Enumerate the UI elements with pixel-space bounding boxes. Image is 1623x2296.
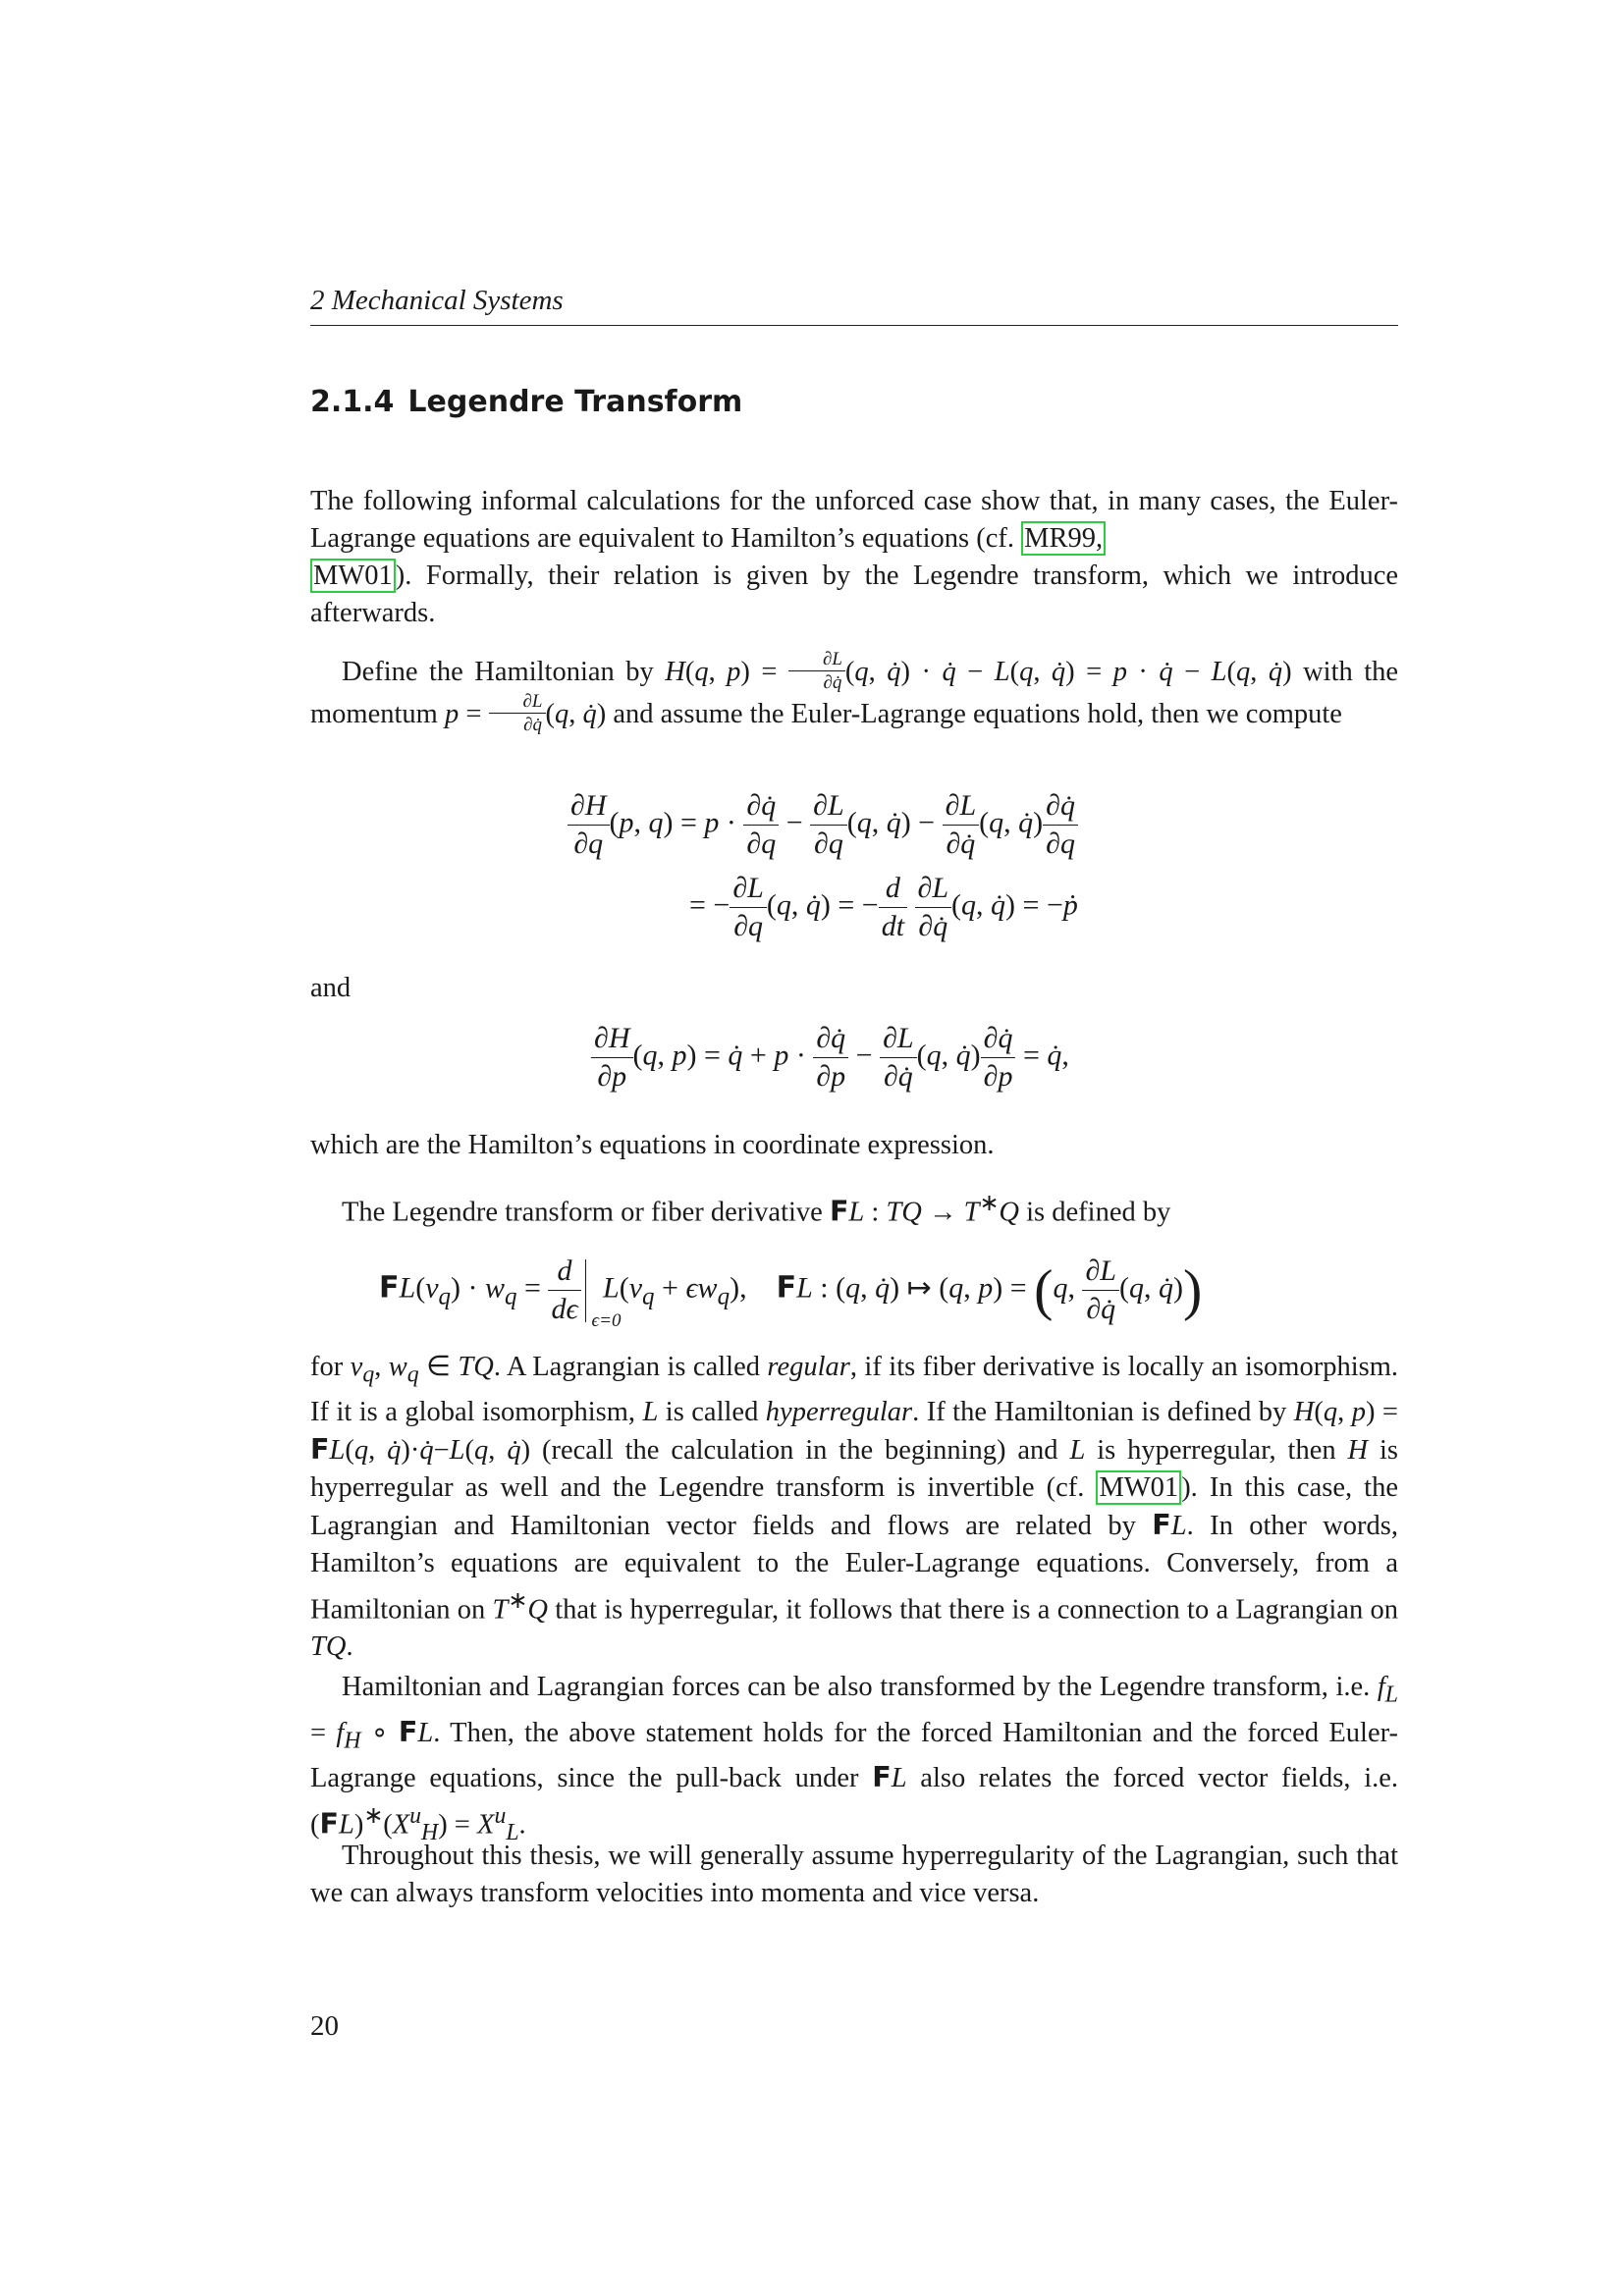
paragraph-legendre-definition: The Legendre transform or fiber derivative FL : TQ → T∗Q is defined by [342, 1191, 1171, 1228]
paragraph-hamilton-equations: which are the Hamilton’s equations in coordinate expression. [310, 1130, 995, 1160]
equation-dH-dq-line1: $\frac{\partial H}{\partial q}$ (p, q) = p · $\frac{\partial q̇}{\partial q}$ − $\frac{\partial L}{\partial q}$ (q, q̇) − $\frac{\partial L}{\partial q̇}$ (q, q̇) $\frac{\partial q̇}{\partial q}$ [568, 791, 1078, 859]
citation-link[interactable]: MW01 [1096, 1470, 1181, 1505]
paragraph-forces: Hamiltonian and Lagrangian forces can be also transformed by the Legendre transform, i.e. $f_L = f_H$ ∘ FL. Then, the above statement holds for the forced Hamiltonian and the forced Euler-Lagrange equations, since the pull-back under FL also relates the forced vector fields, i.e. $(FL)^∗(X^u_H) = X^u_L$. [310, 1672, 1399, 1846]
page-number: 20 [310, 2010, 339, 2042]
math-fraction: $\frac{\partial L}{\partial q̇}$ [788, 650, 845, 692]
paragraph-hamiltonian-definition: Define the Hamiltonian by H(q, p) = $\frac{\partial L}{\partial q̇}$ (q, q̇) · q̇ − L(q, q̇) = p · q̇ − L(q, q̇) with the momentum p = $\frac{\partial L}{\partial q̇}$ (q, q̇) and assume the Euler-Lagrange equations hold, then we compute [310, 649, 1399, 735]
paragraph-conclusion: Throughout this thesis, we will generally assume hyperregularity of the Lagrangian, such that we can always transform velocities into momenta and vice versa. [310, 1841, 1398, 1908]
citation-link[interactable]: MW01 [310, 559, 396, 593]
paragraph-regularity: for $v_q$, $w_q$ ∈ TQ. A Lagrangian is called regular, if its fiber derivative is locally an isomorphism. If it is a global isomorphism, L is called hyperregular. If the Hamiltonian is defined by H(q, p) = FL(q, q̇)·q̇−L(q, q̇) (recall the calculation in the beginning) and L is hyperregular, then H is hyperregular as well and the Legendre transform is invertible (cf. MW01 ). In this case, the Lagrangian and Hamiltonian vector fields and flows are related by FL. In other words, Hamilton’s equations are equivalent to the Euler-Lagrange equations. Conversely, from a Hamiltonian on T∗Q that is hyperregular, it follows that there is a connection to a Lagrangian on TQ. [310, 1352, 1399, 1663]
section-title: Legendre Transform [407, 385, 743, 419]
equation-dH-dp: $\frac{\partial H}{\partial p}$ (q, p) = q̇ + p · $\frac{\partial q̇}{\partial p}$ − $\frac{\partial L}{\partial q̇}$ (q, q̇) $\frac{\partial q̇}{\partial p}$ = q̇, [591, 1024, 1069, 1092]
running-head: 2 Mechanical Systems [310, 285, 1398, 326]
math-fraction: $\frac{\partial L}{\partial q̇}$ [489, 692, 546, 734]
equation-dH-dq-line2: = − $\frac{\partial L}{\partial q}$ (q, q̇) = − $\frac{d}{dt}$ $\frac{\partial L}{\partial q̇}$ (q, q̇) = −ṗ [689, 872, 1078, 942]
paragraph-intro: The following informal calculations for the unforced case show that, in many cases, the Euler-Lagrange equations are equivalent to Hamilton’s equations (cf. MR99, MW01 ). Formally, their relation is given by the Legendre transform, which we introduce afterwards. [310, 486, 1398, 628]
math-inline: H [665, 657, 685, 687]
citation-link[interactable]: MR99, [1021, 521, 1106, 556]
equation-fiber-derivative: $FL(v_q) \cdot w_q$ = $\frac{d}{d\epsilon}$ ϵ=0 $L(v_q + \epsilon w_q)$, FL : (q, q̇) ↦ (q, p) = (q, $\frac{\partial L}{\partial q̇}$ (q, q̇)) [379, 1255, 1203, 1331]
section-heading [310, 385, 742, 419]
section-number: 2.1.4 [310, 385, 395, 419]
connector-text: and [310, 973, 352, 1003]
